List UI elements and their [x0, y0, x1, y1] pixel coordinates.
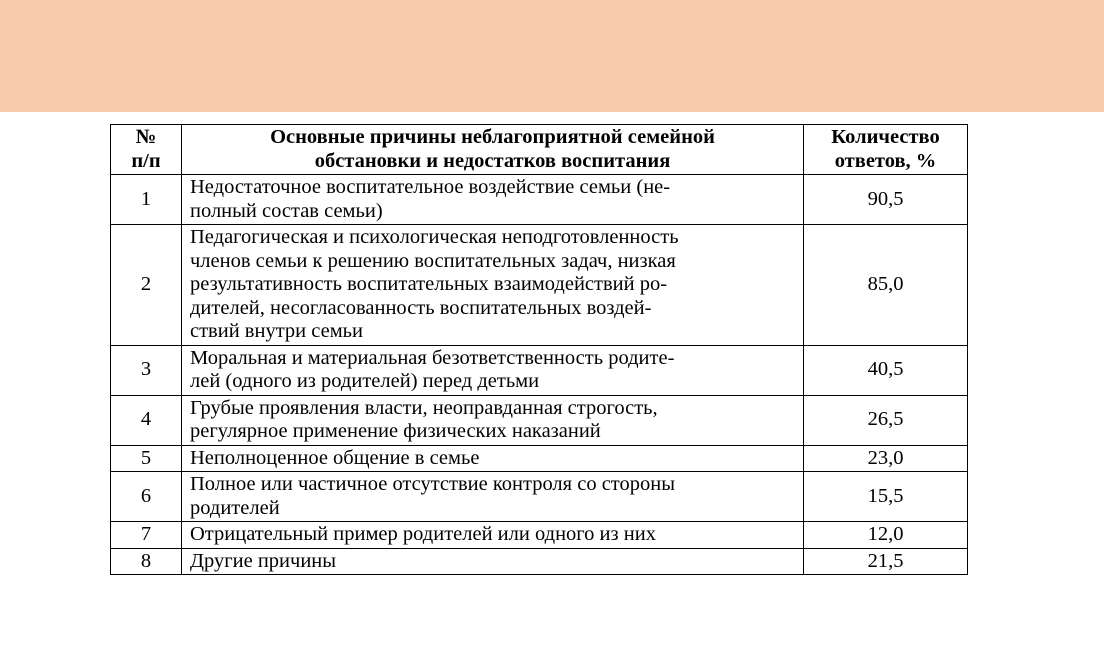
header-reason-line: Основные причины неблагоприятной семейной: [270, 126, 715, 148]
header-reason-line: обстановки и недостатков воспитания: [314, 149, 671, 172]
table-row: [111, 345, 968, 395]
reason-text-line: Моральная и материальная безответственность родите-: [190, 346, 675, 369]
table-row: [111, 472, 968, 522]
row-reason-cell: [182, 548, 804, 575]
row-reason-cell: [182, 395, 804, 445]
reason-text-line: Грубые проявления власти, неоправданная строгость,: [190, 396, 658, 419]
row-percent-cell: 12,0: [804, 522, 968, 549]
row-number-cell: 1: [111, 175, 182, 225]
row-number-cell: 2: [111, 225, 182, 346]
row-reason-cell: [182, 175, 804, 225]
row-percent-cell: 23,0: [804, 445, 968, 472]
table-row: [111, 395, 968, 445]
table-header-row: [111, 125, 968, 175]
reason-text-line: Неполноценное общение в семье: [190, 446, 480, 469]
row-number-cell: 6: [111, 472, 182, 522]
table-row: [111, 548, 968, 575]
header-number-line: №: [135, 126, 157, 148]
reasons-table: [110, 124, 968, 575]
reason-text-line: Отрицательный пример родителей или одного из них: [190, 523, 656, 545]
reason-text-line: результативность воспитательных взаимодействий ро-: [190, 273, 668, 295]
reason-text-line: полный состав семьи): [190, 199, 383, 222]
row-number-cell: 8: [111, 548, 182, 575]
reason-text-line: регулярное применение физических наказаний: [190, 420, 601, 442]
table-container: [110, 124, 968, 575]
row-reason-cell: [182, 225, 804, 346]
reason-text-line: Педагогическая и психологическая неподготовленность: [190, 226, 679, 248]
reason-text-line: родителей: [190, 496, 280, 519]
header-number-line: п/п: [131, 149, 161, 172]
row-number-cell: 4: [111, 395, 182, 445]
row-number-cell: 7: [111, 522, 182, 549]
table-row: [111, 445, 968, 472]
table-row: [111, 225, 968, 346]
row-reason-cell: [182, 472, 804, 522]
row-reason-cell: [182, 522, 804, 549]
reason-text-line: Недостаточное воспитательное воздействие семьи (не-: [190, 176, 671, 198]
reason-text-line: Другие причины: [190, 549, 337, 572]
header-percent: [804, 125, 968, 175]
row-percent-cell: 15,5: [804, 472, 968, 522]
row-percent-cell: 85,0: [804, 225, 968, 346]
row-percent-cell: 26,5: [804, 395, 968, 445]
row-reason-cell: [182, 445, 804, 472]
row-number-cell: 5: [111, 445, 182, 472]
table-row: [111, 522, 968, 549]
header-banner: [0, 0, 1104, 112]
row-percent-cell: 90,5: [804, 175, 968, 225]
header-percent-line: ответов, %: [834, 149, 937, 172]
header-percent-line: Количество: [831, 126, 940, 148]
reason-text-line: ствий внутри семьи: [190, 320, 363, 342]
reason-text-line: лей (одного из родителей) перед детьми: [190, 370, 540, 392]
reason-text-line: Полное или частичное отсутствие контроля со стороны: [190, 473, 675, 495]
reason-text-line: дителей, несогласованность воспитательных воздей-: [190, 296, 652, 319]
header-number: [111, 125, 182, 175]
reason-text-line: членов семьи к решению воспитательных задач, низкая: [190, 249, 676, 272]
header-reason: [182, 125, 804, 175]
row-percent-cell: 21,5: [804, 548, 968, 575]
row-number-cell: 3: [111, 345, 182, 395]
row-reason-cell: [182, 345, 804, 395]
table-row: [111, 175, 968, 225]
row-percent-cell: 40,5: [804, 345, 968, 395]
table-body: [111, 175, 968, 575]
